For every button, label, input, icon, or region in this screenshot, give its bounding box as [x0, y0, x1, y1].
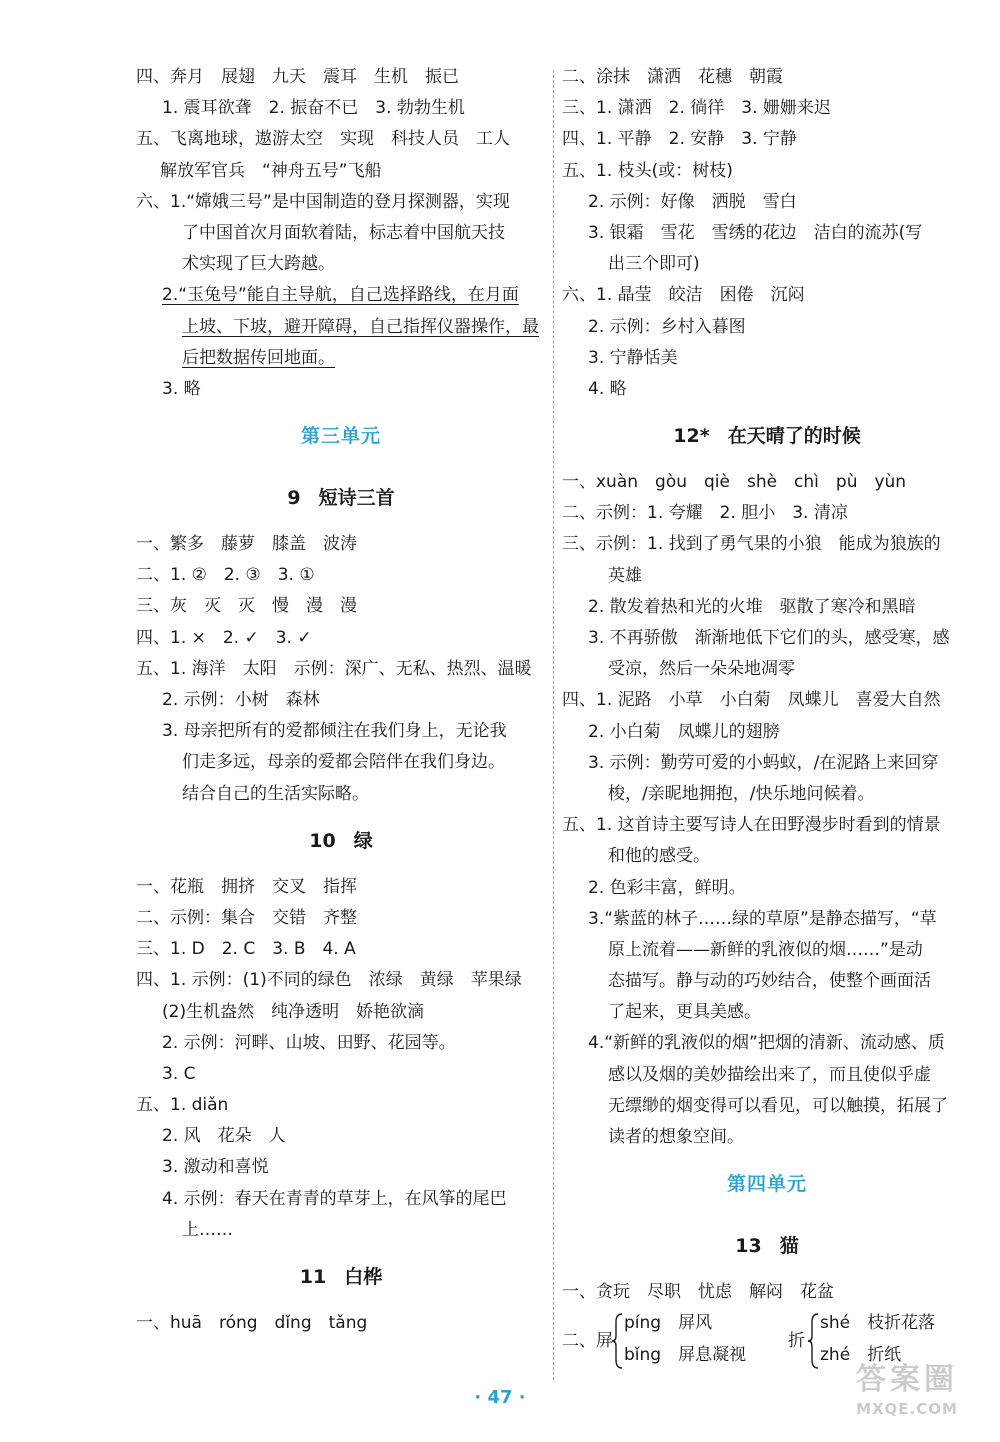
lesson-title: 白桦 — [344, 1266, 383, 1288]
answer-line: 解放军官兵 “神舟五号”飞船 — [160, 160, 382, 181]
answer-line: 五、1. 海洋 太阳 示例：深广、无私、热烈、温暖 — [136, 658, 532, 679]
answer-line: 3. 银霜 雪花 雪绣的花边 洁白的流苏(写 — [588, 222, 923, 243]
lesson-title: 猫 — [779, 1235, 799, 1258]
lesson-heading — [562, 1215, 972, 1277]
answer-line: 二、1. ② 2. ③ 3. ① — [136, 565, 315, 586]
answer-line: 感以及烟的美妙描绘出来了，而且使似乎虚 — [608, 1064, 931, 1085]
answer-line: 4.“新鲜的乳液似的烟”把烟的清新、流动感、质 — [588, 1033, 945, 1054]
answer-line: 六、1.“嫦娥三号”是中国制造的登月探测器，实现 — [136, 191, 510, 212]
answer-line: 一、xuàn gòu qiè shè chì pù yùn — [562, 472, 907, 493]
brace-b2: zhé 折纸 — [820, 1345, 902, 1366]
answer-line: 1. 震耳欲聋 2. 振奋不已 3. 勃勃生机 — [162, 98, 465, 119]
answer-line: 2. 示例：河畔、山坡、田野、花园等。 — [162, 1032, 456, 1053]
answer-line: 一、huā róng dǐng tǎng — [136, 1313, 368, 1333]
answer-line: 3. 母亲把所有的爱都倾注在我们身上，无论我 — [162, 721, 507, 742]
answer-line: 术实现了巨大跨越。 — [182, 254, 335, 275]
answer-line: 五、1. diǎn — [136, 1095, 229, 1116]
lesson-number: 12* — [673, 425, 710, 448]
answer-line: 读者的想象空间。 — [608, 1127, 744, 1147]
brace-a2: bǐng 屏息凝视 — [624, 1345, 747, 1366]
answer-line: 2. 示例：乡村入暮图 — [588, 316, 746, 337]
answer-line: 4. 略 — [588, 378, 627, 399]
answer-line: 二、涂抹 潇洒 花穗 朝霞 — [562, 67, 783, 87]
answer-line: 三、示例：1. 找到了勇气果的小狼 能成为狼族的 — [562, 534, 941, 555]
answer-line: 3. 不再骄傲 渐渐地低下它们的头，感受寒，感 — [588, 628, 950, 648]
brace-a1: píng 屏风 — [624, 1313, 713, 1334]
answer-line: 2. 散发着热和光的火堆 驱散了寒冷和黑暗 — [588, 596, 916, 617]
watermark-logo — [832, 1362, 982, 1426]
answer-line: 一、花瓶 拥挤 交叉 指挥 — [136, 876, 357, 897]
answer-line: 2. 示例：好像 洒脱 雪白 — [588, 191, 797, 212]
answer-line: 后把数据传回地面。 — [182, 347, 335, 368]
answer-line: 英雄 — [608, 565, 642, 586]
answer-line: 2. 色彩丰富，鲜明。 — [588, 877, 746, 898]
page-number: · 47 · — [474, 1387, 526, 1408]
answer-line: 了起来，更具美感。 — [608, 1002, 761, 1023]
answer-line: 们走多远，母亲的爱都会陪伴在我们身边。 — [182, 752, 505, 773]
answer-line: 五、1. 枝头(或：树枝) — [562, 160, 733, 181]
answer-line: 结合自己的生活实际略。 — [182, 783, 369, 804]
answer-line: 出三个即可) — [608, 254, 700, 275]
right-brace-icon — [808, 1312, 820, 1370]
brace-mid: 折 — [788, 1331, 805, 1352]
answer-line: 二、示例：1. 夸耀 2. 胆小 3. 清凉 — [562, 503, 848, 524]
answer-line: 四、1. 示例：(1)不同的绿色 浓绿 黄绿 苹果绿 — [136, 970, 522, 991]
answer-line: 上…… — [182, 1219, 233, 1240]
answer-line: 五、1. 这首诗主要写诗人在田野漫步时看到的情景 — [562, 815, 941, 836]
answer-line: 二、示例：集合 交错 齐整 — [136, 907, 357, 928]
answer-line: 3. C — [162, 1063, 196, 1084]
left-brace-icon — [612, 1312, 624, 1370]
answer-line: 3. 示例：勤劳可爱的小蚂蚁，/在泥路上来回穿 — [588, 752, 939, 773]
lesson-number: 11 — [299, 1266, 327, 1288]
lesson-number: 10 — [309, 829, 336, 852]
answer-line: 三、1. D 2. C 3. B 4. A — [136, 939, 356, 960]
lesson-title: 在天晴了的时候 — [727, 425, 861, 448]
answer-line: 2. 示例：小树 森林 — [162, 690, 320, 710]
answer-line: 上坡、下坡，避开障碍，自己指挥仪器操作，最 — [182, 316, 539, 337]
answer-line: 六、1. 晶莹 皎洁 困倦 沉闷 — [562, 285, 805, 306]
answer-line: 四、奔月 展翅 九天 震耳 生机 振已 — [136, 67, 459, 87]
answer-line: 3. 略 — [162, 378, 201, 399]
lesson-heading — [136, 810, 546, 872]
answer-line: 了中国首次月面软着陆，标志着中国航天技 — [182, 222, 505, 243]
column-divider — [553, 70, 554, 1380]
answer-line: 和他的感受。 — [608, 846, 710, 867]
watermark-line1: 答案圈 — [856, 1362, 958, 1397]
answer-line: 四、1. × 2. ✓ 3. ✓ — [136, 627, 312, 648]
lesson-number: 13 — [735, 1235, 762, 1258]
answer-line: 4. 示例：春天在青青的草芽上，在风筝的尾巴 — [162, 1188, 507, 1209]
brace-b1: shé 枝折花落 — [820, 1313, 936, 1334]
unit-heading: 第三单元 — [300, 425, 381, 448]
unit-heading: 第四单元 — [726, 1173, 807, 1196]
answer-line: 三、1. 潇洒 2. 徜徉 3. 姗姗来迟 — [562, 98, 831, 119]
answer-line: 2. 风 花朵 人 — [162, 1126, 286, 1147]
lesson-title: 短诗三首 — [318, 487, 395, 510]
answer-line: 三、灰 灭 灭 慢 漫 漫 — [136, 596, 357, 617]
lesson-heading — [562, 405, 972, 467]
answer-line: (2)生机盎然 纯净透明 娇艳欲滴 — [162, 1001, 425, 1022]
answer-line: 四、1. 平静 2. 安静 3. 宁静 — [562, 129, 797, 150]
answer-line: 2.“玉兔号”能自主导航，自己选择路线，在月面 — [162, 285, 519, 306]
answer-line: 五、飞离地球，遨游太空 实现 科技人员 工人 — [136, 129, 510, 150]
watermark-line2: MXQE.COM — [856, 1400, 958, 1418]
lesson-heading — [136, 467, 546, 529]
answer-line: 原上流着——新鲜的乳液似的烟……”是动 — [608, 939, 923, 960]
left-column — [136, 62, 546, 1339]
answer-line: 态描写。静与动的巧妙结合，使整个画面活 — [608, 971, 931, 992]
answer-line: 3.“紫蓝的林子……绿的草原”是静态描写，“草 — [588, 908, 937, 929]
answer-line: 2. 小白菊 凤蝶儿的翅膀 — [588, 721, 780, 742]
brace-prefix: 二、屏 — [562, 1331, 613, 1352]
answer-line: 3. 宁静恬美 — [588, 347, 678, 368]
lesson-number: 9 — [287, 487, 301, 510]
right-column — [562, 62, 972, 1374]
lesson-title: 绿 — [353, 829, 373, 852]
answer-line: 一、贪玩 尽职 忧虑 解闷 花盆 — [562, 1282, 834, 1303]
answer-line: 3. 激动和喜悦 — [162, 1157, 269, 1178]
answer-line: 无缥缈的烟变得可以看见，可以触摸，拓展了 — [608, 1095, 948, 1116]
answer-line: 受凉，然后一朵朵地凋零 — [608, 659, 795, 680]
lesson-heading — [136, 1246, 546, 1308]
answer-line: 四、1. 泥路 小草 小白菊 凤蝶儿 喜爱大自然 — [562, 690, 941, 711]
answer-line: 梭，/亲昵地拥抱，/快乐地问候着。 — [608, 783, 875, 804]
answer-line: 一、繁多 藤萝 膝盖 波涛 — [136, 534, 357, 555]
